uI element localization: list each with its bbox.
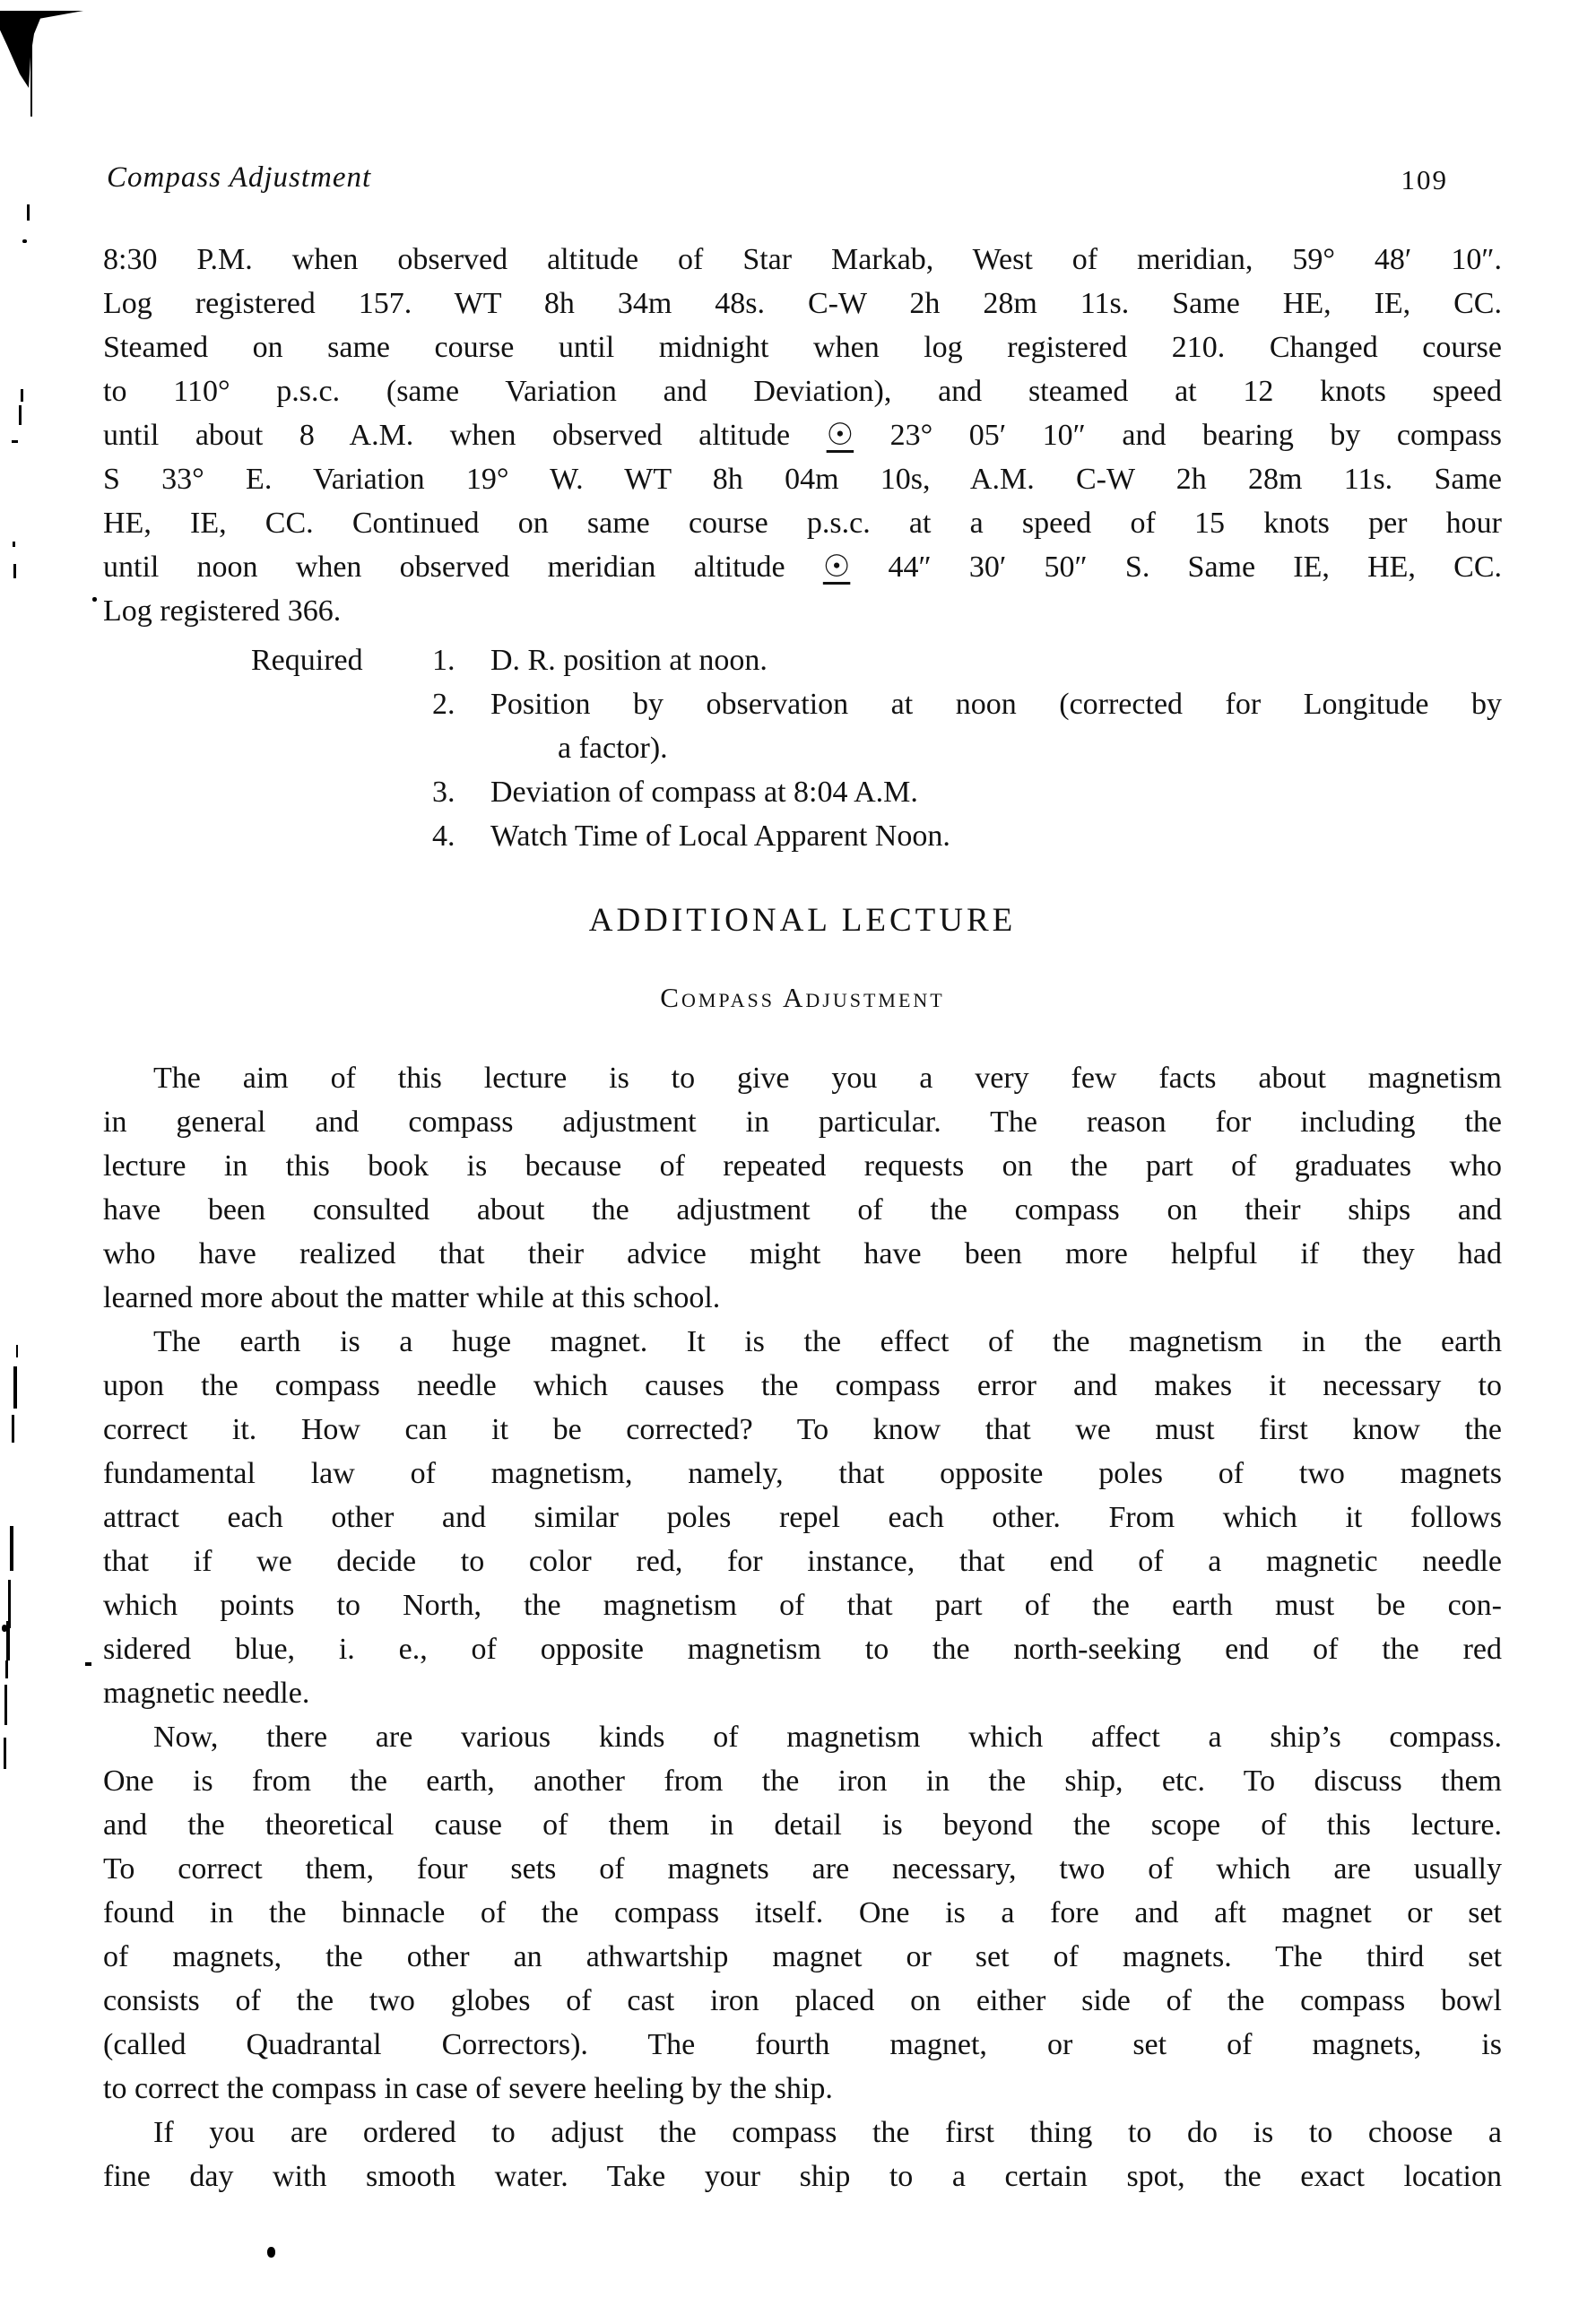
text-line: Position by observation at noon (corrected for Longitude by xyxy=(490,688,1502,721)
text-line: to correct the compass in case of severe heeling by the ship. xyxy=(103,2072,833,2105)
running-header-title: Compass Adjustment xyxy=(107,161,372,194)
required-item xyxy=(103,638,1502,682)
scan-artifact xyxy=(4,1685,7,1725)
text-line: of magnets, the other an athwartship magnet or set of magnets. The third set xyxy=(103,1940,1502,1973)
text-line: until noon when observed meridian altitude ☉ 44″ 30′ 50″ S. Same IE, HE, CC. xyxy=(103,551,1503,584)
scan-artifact xyxy=(12,1415,14,1443)
text-line: magnetic needle. xyxy=(103,1677,310,1710)
scan-artifact xyxy=(21,389,23,402)
problem-paragraph xyxy=(103,238,1502,633)
page-number: 109 xyxy=(1401,164,1448,195)
scan-artifact xyxy=(4,1738,6,1769)
text-line: a factor). xyxy=(558,732,668,765)
text-line: fine day with smooth water. Take your ship to a certain spot, the exact location xyxy=(103,2160,1502,2193)
text-line: Watch Time of Local Apparent Noon. xyxy=(490,819,950,853)
scan-artifact xyxy=(267,2247,275,2258)
scan-artifact xyxy=(92,597,97,602)
text-line: consists of the two globes of cast iron placed on either side of the compass bowl xyxy=(103,1984,1502,2017)
required-item xyxy=(103,682,1502,770)
scan-artifact xyxy=(19,405,22,425)
text-line: to 110° p.s.c. (same Variation and Deviation), and steamed at 12 knots speed xyxy=(103,375,1502,408)
text-line: correct it. How can it be corrected? To know that we must first know the xyxy=(103,1413,1502,1446)
sun-symbol: ☉ xyxy=(826,419,854,452)
text-line: until about 8 A.M. when observed altitude ☉ 23° 05′ 10″ and bearing by compass xyxy=(103,419,1502,452)
scan-artifact xyxy=(30,23,32,117)
text-line: Steamed on same course until midnight when log registered 210. Changed course xyxy=(103,331,1502,364)
text-line: S 33° E. Variation 19° W. WT 8h 04m 10s, A.M. C-W 2h 28m 11s. Same xyxy=(103,463,1502,496)
lecture-paragraph xyxy=(103,1715,1502,2111)
scan-artifact xyxy=(85,1662,91,1666)
text-line: fundamental law of magnetism, namely, that opposite poles of two magnets xyxy=(103,1457,1502,1490)
text-line: in general and compass adjustment in particular. The reason for including the xyxy=(103,1105,1502,1139)
text-line: sidered blue, i. e., of opposite magnetism to the north-seeking end of the red xyxy=(103,1633,1502,1666)
text-line: D. R. position at noon. xyxy=(490,644,768,677)
text-line: lecture in this book is because of repeated requests on the part of graduates who xyxy=(103,1149,1502,1183)
scan-artifact xyxy=(13,1366,17,1409)
running-header xyxy=(103,161,1502,201)
text-line: Deviation of compass at 8:04 A.M. xyxy=(490,776,918,809)
text-line: To correct them, four sets of magnets are necessary, two of which are usually xyxy=(103,1852,1502,1886)
required-item xyxy=(103,770,1502,814)
required-item-number: 4. xyxy=(432,819,455,853)
required-section xyxy=(103,638,1502,858)
required-item-number: 1. xyxy=(432,644,455,677)
section-subheading: Compass Adjustment xyxy=(660,982,945,1013)
sun-symbol: ☉ xyxy=(822,551,851,584)
text-line: (called Quadrantal Correctors). The fourth magnet, or set of magnets, is xyxy=(103,2028,1502,2061)
text-line: Log registered 157. WT 8h 34m 48s. C-W 2h 28m 11s. Same HE, IE, CC. xyxy=(103,287,1502,320)
text-line: which points to North, the magnetism of that part of the earth must be con- xyxy=(103,1589,1502,1622)
scan-artifact xyxy=(2,1625,7,1632)
text-line: attract each other and similar poles repel each other. From which it follows xyxy=(103,1501,1502,1534)
text-line: Log registered 366. xyxy=(103,594,342,628)
text-line: If you are ordered to adjust the compass the first thing to do is to choose a xyxy=(153,2116,1502,2149)
text-line: The aim of this lecture is to give you a very few facts about magnetism xyxy=(153,1062,1502,1095)
text-line: learned more about the matter while at this school. xyxy=(103,1281,721,1314)
text-line: Now, there are various kinds of magnetism which affect a ship’s compass. xyxy=(153,1721,1502,1754)
scan-artifact xyxy=(10,1526,13,1571)
required-item xyxy=(103,814,1502,858)
text-line: HE, IE, CC. Continued on same course p.s.c. at a speed of 15 knots per hour xyxy=(103,507,1502,540)
scan-artifact xyxy=(0,11,90,88)
lecture-paragraph xyxy=(103,1320,1502,1715)
text-line: that if we decide to color red, for instance, that end of a magnetic needle xyxy=(103,1545,1502,1578)
text-line: One is from the earth, another from the iron in the ship, etc. To discuss them xyxy=(103,1764,1502,1798)
lecture-paragraph xyxy=(103,1056,1502,1320)
text-line: have been consulted about the adjustment of the compass on their ships and xyxy=(103,1193,1502,1227)
text-line: and the theoretical cause of them in detail is beyond the scope of this lecture. xyxy=(103,1808,1502,1842)
section-heading: ADDITIONAL LECTURE xyxy=(588,902,1017,939)
scan-artifact xyxy=(16,1345,18,1357)
text-line: upon the compass needle which causes the compass error and makes it necessary to xyxy=(103,1369,1502,1402)
text-line: who have realized that their advice might have been more helpful if they had xyxy=(103,1237,1502,1270)
scan-artifact xyxy=(12,440,18,443)
scan-artifact xyxy=(22,239,27,243)
required-label: Required xyxy=(251,644,363,677)
text-line: found in the binnacle of the compass itself. One is a fore and aft magnet or set xyxy=(103,1896,1502,1929)
text-line: The earth is a huge magnet. It is the effect of the magnetism in the earth xyxy=(153,1325,1502,1358)
text-line: 8:30 P.M. when observed altitude of Star Markab, West of meridian, 59° 48′ 10″. xyxy=(103,243,1502,276)
page-body xyxy=(103,238,1502,2198)
required-item-number: 3. xyxy=(432,776,455,809)
scan-artifact xyxy=(5,1660,8,1678)
scan-artifact xyxy=(13,542,15,547)
lecture-paragraph xyxy=(103,2111,1502,2198)
required-item-number: 2. xyxy=(432,688,455,721)
scan-artifact xyxy=(27,204,30,221)
scan-artifact xyxy=(13,564,16,578)
